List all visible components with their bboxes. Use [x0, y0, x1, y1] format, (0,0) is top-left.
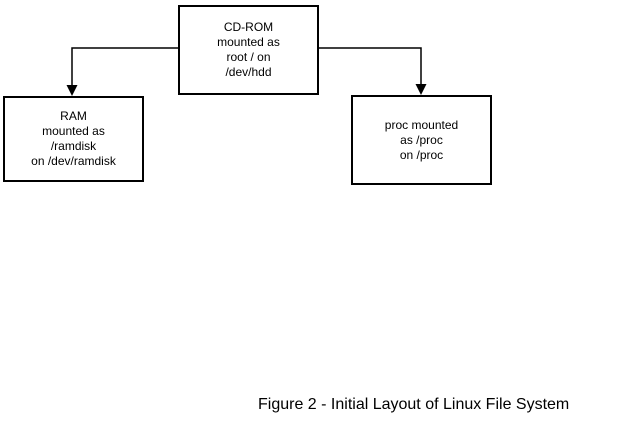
node-ram [3, 96, 144, 182]
figure-caption: Figure 2 - Initial Layout of Linux File System [258, 396, 570, 413]
arrow-down-right-icon [416, 84, 427, 95]
node-proc-line: on /proc [399, 147, 444, 162]
node-cdrom-line: /dev/hdd [225, 65, 272, 79]
node-ram-line: RAM [60, 109, 87, 123]
node-proc-line: as /proc [400, 132, 443, 147]
node-ram-line: on /dev/ramdisk [31, 154, 116, 168]
node-proc [351, 95, 492, 185]
connector-left-line [72, 48, 178, 86]
node-cdrom [178, 5, 319, 95]
node-ram-text [31, 109, 116, 169]
node-ram-line: /ramdisk [50, 139, 97, 153]
node-cdrom-line: root / on [226, 50, 271, 64]
node-cdrom-line: mounted as [217, 35, 280, 49]
arrow-down-left-icon [67, 85, 78, 96]
connector-right-line [318, 48, 421, 85]
node-cdrom-line: CD-ROM [223, 20, 274, 34]
node-cdrom-text [217, 20, 280, 80]
node-ram-line: mounted as [42, 124, 105, 138]
node-proc-line: proc mounted [384, 117, 459, 132]
node-proc-text [385, 118, 458, 163]
